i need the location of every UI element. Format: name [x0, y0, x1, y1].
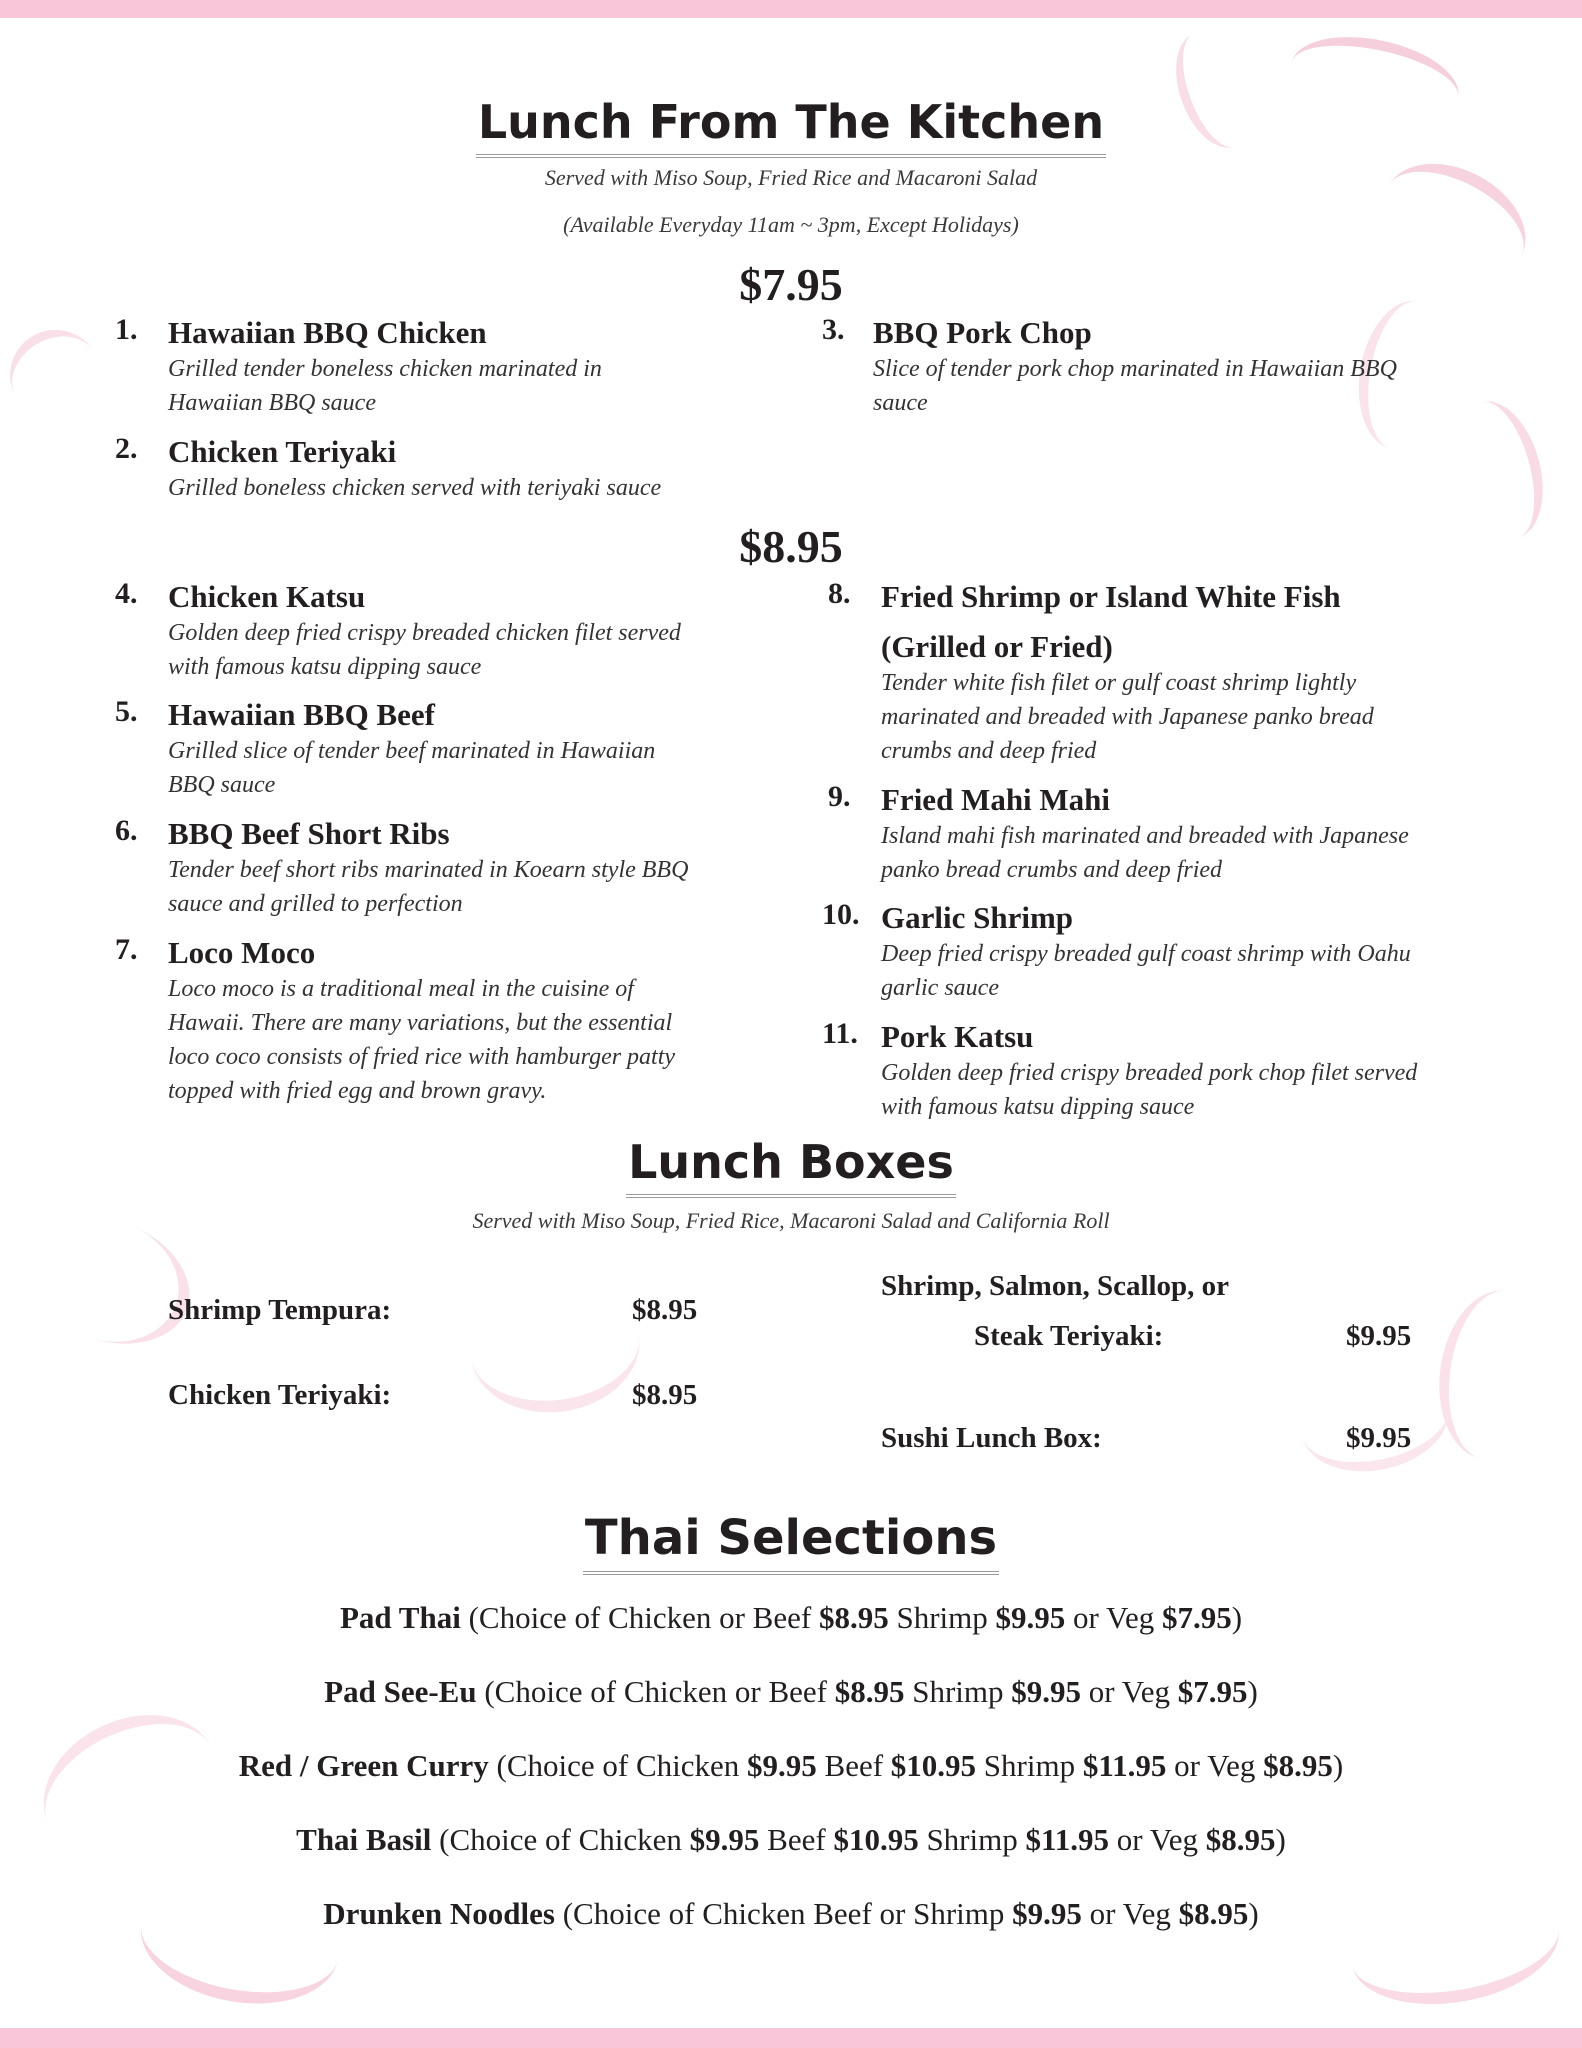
thai-text: Shrimp [888, 1600, 996, 1635]
menu-item-name: Pork Katsu [881, 1019, 1034, 1054]
menu-item-number: 7. [115, 933, 138, 966]
menu-item-number: 10. [822, 898, 860, 931]
thai-bold-text: Drunken Noodles [323, 1896, 555, 1931]
menu-item-description: Golden deep fried crispy breaded chicken filet served [168, 620, 681, 646]
menu-item-description: with famous katsu dipping sauce [168, 654, 482, 680]
thai-selection-line [0, 1896, 1582, 1932]
menu-item-number: 5. [115, 695, 138, 728]
box-price-shrimp-tempura: $8.95 [632, 1294, 698, 1326]
thai-bold-text: Thai Basil [296, 1822, 432, 1857]
box-price-seafood-steak: $9.95 [1346, 1320, 1412, 1352]
box-name-chicken-teriyaki: Chicken Teriyaki: [168, 1379, 392, 1411]
thai-text: or Veg [1081, 1896, 1179, 1931]
menu-item-number: 8. [828, 577, 851, 610]
thai-bold-text: $9.95 [995, 1600, 1066, 1635]
thai-bold-text: $10.95 [890, 1748, 977, 1783]
box-name-seafood-steak-line2: Steak Teriyaki: [974, 1320, 1164, 1352]
menu-item-name: Hawaiian BBQ Chicken [168, 315, 487, 350]
menu-item-description: marinated and breaded with Japanese panko bread [881, 704, 1374, 730]
thai-text: or Veg [1081, 1674, 1178, 1709]
thai-selection-line [0, 1748, 1582, 1784]
menu-item-name: Hawaiian BBQ Beef [168, 697, 435, 732]
thai-bold-text: $11.95 [1025, 1822, 1110, 1857]
menu-item-description: topped with fried egg and brown gravy. [168, 1078, 547, 1104]
thai-text: ) [1247, 1674, 1258, 1709]
thai-text: (Choice of Chicken [488, 1748, 748, 1783]
price-heading-795: $7.95 [739, 259, 843, 310]
menu-item [115, 933, 788, 1108]
price-heading-895: $8.95 [739, 521, 843, 572]
menu-item [822, 898, 1521, 1005]
box-price-sushi-lunch: $9.95 [1346, 1422, 1412, 1454]
menu-item [115, 432, 788, 505]
thai-text: (Choice of Chicken [431, 1822, 690, 1857]
menu-item [115, 313, 758, 420]
menu-item-name-line2: (Grilled or Fried) [881, 629, 1113, 664]
menu-item [822, 1017, 1521, 1124]
thai-text: ) [1275, 1822, 1286, 1857]
box-name-shrimp-tempura: Shrimp Tempura: [168, 1294, 392, 1326]
thai-text: or Veg [1166, 1748, 1264, 1783]
thai-bold-text: $9.95 [1012, 1896, 1082, 1931]
menu-item-description: loco coco consists of fried rice with hamburger patty [168, 1044, 676, 1070]
menu-item-description: panko bread crumbs and deep fried [881, 857, 1223, 883]
menu-item-number: 9. [828, 780, 851, 813]
menu-item-description: Slice of tender pork chop marinated in Hawaiian BBQ [873, 356, 1397, 382]
thai-bold-text: $8.95 [834, 1674, 905, 1709]
menu-item-description: crumbs and deep fried [881, 738, 1097, 764]
menu-item-description: Grilled slice of tender beef marinated in Hawaiian [168, 738, 656, 764]
thai-bold-text: $7.95 [1161, 1600, 1232, 1635]
menu-item-name: Fried Mahi Mahi [881, 782, 1111, 817]
menu-item-description: Grilled boneless chicken served with teriyaki sauce [168, 475, 662, 501]
menu-item-description: garlic sauce [881, 975, 999, 1001]
menu-item-name: Garlic Shrimp [881, 900, 1074, 935]
menu-item [828, 577, 1521, 768]
thai-bold-text: $8.95 [818, 1600, 889, 1635]
kitchen-availability-note: (Available Everyday 11am ~ 3pm, Except Holidays) [563, 212, 1019, 237]
menu-item-name: Loco Moco [168, 935, 316, 970]
menu-item-number: 6. [115, 814, 138, 847]
menu-item-description: Tender beef short ribs marinated in Koearn style BBQ [168, 857, 689, 883]
menu-item [115, 695, 788, 802]
menu-item-description: with famous katsu dipping sauce [881, 1094, 1195, 1120]
menu-item-description: sauce and grilled to perfection [168, 891, 463, 917]
thai-text: ) [1231, 1600, 1243, 1635]
menu-item-description: BBQ sauce [168, 772, 276, 798]
menu-item-description: sauce [873, 390, 928, 416]
menu-item-number: 1. [115, 313, 138, 346]
menu-item-description: Island mahi fish marinated and breaded with Japanese [881, 823, 1409, 849]
bottom-pink-band [0, 2028, 1582, 2048]
boxes-served-note: Served with Miso Soup, Fried Rice, Macaroni Salad and California Roll [472, 1208, 1110, 1233]
menu-item-description: Deep fried crispy breaded gulf coast shrimp with Oahu [881, 941, 1411, 967]
thai-bold-text: $9.95 [747, 1748, 817, 1783]
thai-text: Beef [816, 1748, 891, 1783]
top-pink-band [0, 0, 1582, 18]
menu-item-name: BBQ Pork Chop [873, 315, 1092, 350]
menu-item-number: 3. [822, 313, 845, 346]
box-price-chicken-teriyaki: $8.95 [632, 1379, 698, 1411]
box-name-sushi-lunch: Sushi Lunch Box: [881, 1422, 1102, 1454]
menu-item-description: Hawaiian BBQ sauce [168, 390, 376, 416]
thai-text: (Choice of Chicken Beef or Shrimp [554, 1896, 1013, 1931]
menu-item-name: Chicken Katsu [168, 579, 366, 614]
thai-bold-text: Pad See-Eu [324, 1674, 477, 1709]
thai-bold-text: $7.95 [1177, 1674, 1248, 1709]
menu-item-description: Golden deep fried crispy breaded pork chop filet served [881, 1060, 1418, 1086]
box-name-seafood-steak-line1: Shrimp, Salmon, Scallop, or [881, 1270, 1230, 1302]
thai-bold-text: Pad Thai [339, 1600, 461, 1635]
thai-bold-text: $8.95 [1263, 1748, 1333, 1783]
menu-item-description: Hawaii. There are many variations, but the essential [168, 1010, 673, 1036]
thai-text: (Choice of Chicken or Beef [460, 1600, 819, 1635]
thai-text: Shrimp [918, 1822, 1026, 1857]
thai-bold-text: $9.95 [689, 1822, 760, 1857]
menu-item [115, 814, 788, 921]
menu-item [822, 313, 1533, 420]
menu-item [828, 780, 1521, 887]
menu-item-number: 4. [115, 577, 138, 610]
thai-selection-line [0, 1822, 1582, 1858]
thai-text: or Veg [1109, 1822, 1206, 1857]
menu-item [115, 577, 788, 684]
thai-text: ) [1248, 1896, 1259, 1931]
thai-selection-line [0, 1600, 1582, 1636]
menu-item-description: Loco moco is a traditional meal in the cuisine of [168, 976, 634, 1002]
thai-text: ) [1332, 1748, 1344, 1783]
menu-item-name: Fried Shrimp or Island White Fish [881, 579, 1341, 614]
thai-bold-text: $11.95 [1082, 1748, 1167, 1783]
kitchen-title: Lunch From The Kitchen [0, 95, 1582, 158]
thai-text: Shrimp [976, 1748, 1083, 1783]
thai-bold-text: $9.95 [1011, 1674, 1082, 1709]
boxes-title: Lunch Boxes [0, 1135, 1582, 1198]
menu-item-name: BBQ Beef Short Ribs [168, 816, 450, 851]
menu-item-description: Tender white fish filet or gulf coast shrimp lightly [881, 670, 1357, 696]
thai-bold-text: $10.95 [833, 1822, 919, 1857]
menu-item-description: Grilled tender boneless chicken marinated in [168, 356, 602, 382]
thai-title: Thai Selections [0, 1510, 1582, 1575]
thai-bold-text: Red / Green Curry [238, 1748, 489, 1783]
thai-bold-text: $8.95 [1178, 1896, 1249, 1931]
thai-text: Shrimp [904, 1674, 1012, 1709]
kitchen-served-note: Served with Miso Soup, Fried Rice and Macaroni Salad [544, 165, 1038, 190]
menu-item-number: 11. [822, 1017, 858, 1050]
menu-item-number: 2. [115, 432, 138, 465]
thai-text: (Choice of Chicken or Beef [476, 1674, 835, 1709]
menu-item-name: Chicken Teriyaki [168, 434, 397, 469]
thai-text: Beef [759, 1822, 834, 1857]
thai-text: or Veg [1065, 1600, 1162, 1635]
thai-bold-text: $8.95 [1205, 1822, 1276, 1857]
thai-selection-line [0, 1674, 1582, 1710]
